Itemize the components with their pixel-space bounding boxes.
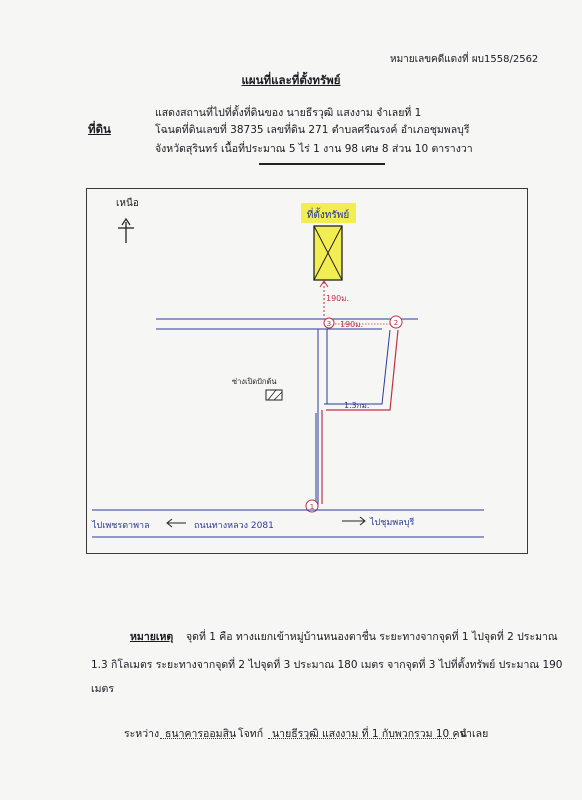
point-2-label: 2 xyxy=(393,319,399,327)
landmark-label: ซ่างเปิดปักต้น xyxy=(232,377,277,386)
distance-190-horizontal: 190ม. xyxy=(340,320,364,329)
note-label: หมายเหตุ xyxy=(130,631,174,643)
deed-line: โฉนดที่ดินเลขที่ 38735 เลขที่ดิน 271 ตำบลศรีณรงค์ อำเภอชุมพลบุรี xyxy=(155,124,470,136)
defendant-name: นายธีรวุฒิ แสงงาม ที่ 1 กับพวกรวม 10 คน xyxy=(272,728,467,740)
right-arrow-icon xyxy=(342,517,365,525)
plaintiff-name: ธนาคารออมสิน xyxy=(165,728,237,740)
left-destination: ไปเพชรตาพาล xyxy=(92,521,150,531)
note-line-2: 1.3 กิโลเมตร ระยะทางจากจุดที่ 2 ไปจุดที่ 3 ประมาณ 180 เมตร จากจุดที่ 3 ไปที่ตั้งทรัพย์ ประมาณ 190 xyxy=(91,659,563,671)
note-line-1: จุดที่ 1 คือ ทางแยกเข้าหมู่บ้านหนองตาชื่น ระยะทางจากจุดที่ 1 ไปจุดที่ 2 ประมาณ xyxy=(186,631,558,643)
defendant-dotted-line xyxy=(268,738,456,739)
land-label: ที่ดิน xyxy=(88,122,111,136)
distance-13km: 1.3กม. xyxy=(344,401,370,410)
upper-road xyxy=(156,319,418,329)
defendant-label: จำเลย xyxy=(460,728,489,740)
point-1-label: 1 xyxy=(309,503,315,511)
plaintiff-label: โจทก์ xyxy=(238,728,264,740)
right-destination: ไปชุมพลบุรี xyxy=(370,518,415,528)
highway-2081 xyxy=(92,510,484,537)
north-label: เหนือ xyxy=(116,198,139,209)
property-parcel xyxy=(314,226,342,280)
village-road xyxy=(316,329,327,506)
case-number: หมายเลขคดีแดงที่ ผบ1558/2562 xyxy=(390,54,539,65)
property-owner-line: แสดงสถานที่ไปที่ตั้งที่ดินของ นายธีรวุฒิ แสงงาม จำเลยที่ 1 xyxy=(155,107,422,119)
north-arrow-icon xyxy=(118,219,134,243)
property-label: ที่ตั้งทรัพย์ xyxy=(306,210,350,221)
distance-190-vertical: 190ม. xyxy=(326,294,350,303)
road-label: ถนนทางหลวง 2081 xyxy=(194,521,274,531)
side-road xyxy=(324,330,398,410)
note-line-3: เมตร xyxy=(91,683,114,695)
page-title: แผนที่และที่ตั้งทรัพย์ xyxy=(241,73,341,87)
plaintiff-dotted-line xyxy=(160,738,234,739)
province-area-line: จังหวัดสุรินทร์ เนื้อที่ประมาณ 5 ไร่ 1 งาน 98 เศษ 8 ส่วน 10 ตารางวา xyxy=(155,143,473,155)
landmark-building xyxy=(266,390,282,400)
between-label: ระหว่าง xyxy=(124,728,160,740)
point-3-label: 3 xyxy=(326,320,332,328)
title-rule xyxy=(259,163,385,165)
left-arrow-icon xyxy=(167,519,186,527)
location-map xyxy=(86,188,528,554)
